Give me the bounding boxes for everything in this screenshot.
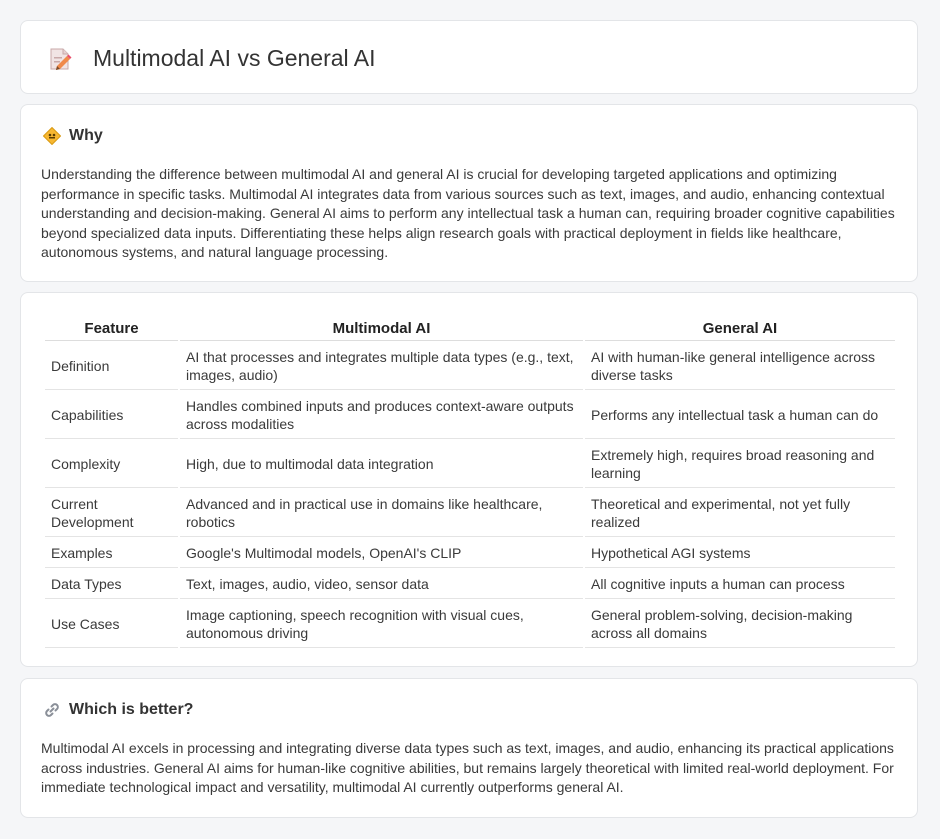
which-is-better-text: Multimodal AI excels in processing and integrating diverse data types such as text, images, and audio, enhancing its practical applications across industries. General AI aims for human-like cognitive abilities, but remains largely theoretical with limited real-world deployment. For immediate technological impact and versatility, multimodal AI currently outperforms general AI. bbox=[41, 740, 894, 795]
why-section bbox=[20, 104, 918, 282]
cell-feature: Definition bbox=[45, 343, 178, 390]
page-title: Multimodal AI vs General AI bbox=[93, 45, 376, 71]
table-row bbox=[45, 441, 895, 488]
cell-general: AI with human-like general intelligence across diverse tasks bbox=[585, 343, 895, 390]
cell-general: General problem-solving, decision-making across all domains bbox=[585, 601, 895, 648]
cell-multimodal: Advanced and in practical use in domains like healthcare, robotics bbox=[180, 490, 583, 537]
table-row bbox=[45, 343, 895, 390]
document-pencil-icon bbox=[47, 46, 73, 72]
table-row bbox=[45, 392, 895, 439]
cell-multimodal: AI that processes and integrates multiple data types (e.g., text, images, audio) bbox=[180, 343, 583, 390]
cell-feature: Data Types bbox=[45, 570, 178, 599]
header-general-ai: General AI bbox=[585, 315, 895, 341]
table-row bbox=[45, 601, 895, 648]
cell-multimodal: Handles combined inputs and produces context-aware outputs across modalities bbox=[180, 392, 583, 439]
header-card bbox=[20, 20, 918, 94]
table-row bbox=[45, 539, 895, 568]
header-feature: Feature bbox=[45, 315, 178, 341]
cell-feature: Capabilities bbox=[45, 392, 178, 439]
table-header-row bbox=[45, 315, 895, 341]
cell-feature: Use Cases bbox=[45, 601, 178, 648]
link-icon bbox=[43, 701, 61, 719]
cell-multimodal: Text, images, audio, video, sensor data bbox=[180, 570, 583, 599]
comparison-table-card bbox=[20, 292, 918, 667]
cell-multimodal: High, due to multimodal data integration bbox=[180, 441, 583, 488]
cell-feature: Examples bbox=[45, 539, 178, 568]
why-heading: Why bbox=[69, 127, 103, 144]
comparison-table bbox=[43, 313, 897, 650]
cell-general: All cognitive inputs a human can process bbox=[585, 570, 895, 599]
cell-general: Hypothetical AGI systems bbox=[585, 539, 895, 568]
cell-general: Extremely high, requires broad reasoning and learning bbox=[585, 441, 895, 488]
header-multimodal-ai: Multimodal AI bbox=[180, 315, 583, 341]
cell-feature: Complexity bbox=[45, 441, 178, 488]
cell-feature: Current Development bbox=[45, 490, 178, 537]
why-text: Understanding the difference between multimodal AI and general AI is crucial for developing targeted applications and optimizing performance in specific tasks. Multimodal AI integrates data from various sources such as text, images, and audio, enhancing contextual understanding and decision-making. General AI aims to perform any intellectual task a human can, requiring broader cognitive capabilities beyond specialized data inputs. Differentiating these helps align research goals with practical deployment in fields like healthcare, autonomous systems, and natural language processing. bbox=[41, 166, 895, 260]
cell-multimodal: Google's Multimodal models, OpenAI's CLIP bbox=[180, 539, 583, 568]
cell-general: Performs any intellectual task a human can do bbox=[585, 392, 895, 439]
which-is-better-heading: Which is better? bbox=[69, 701, 194, 718]
diamond-sign-icon bbox=[43, 127, 61, 145]
table-row bbox=[45, 490, 895, 537]
table-row bbox=[45, 570, 895, 599]
cell-multimodal: Image captioning, speech recognition with visual cues, autonomous driving bbox=[180, 601, 583, 648]
which-is-better-section bbox=[20, 678, 918, 818]
cell-general: Theoretical and experimental, not yet fully realized bbox=[585, 490, 895, 537]
